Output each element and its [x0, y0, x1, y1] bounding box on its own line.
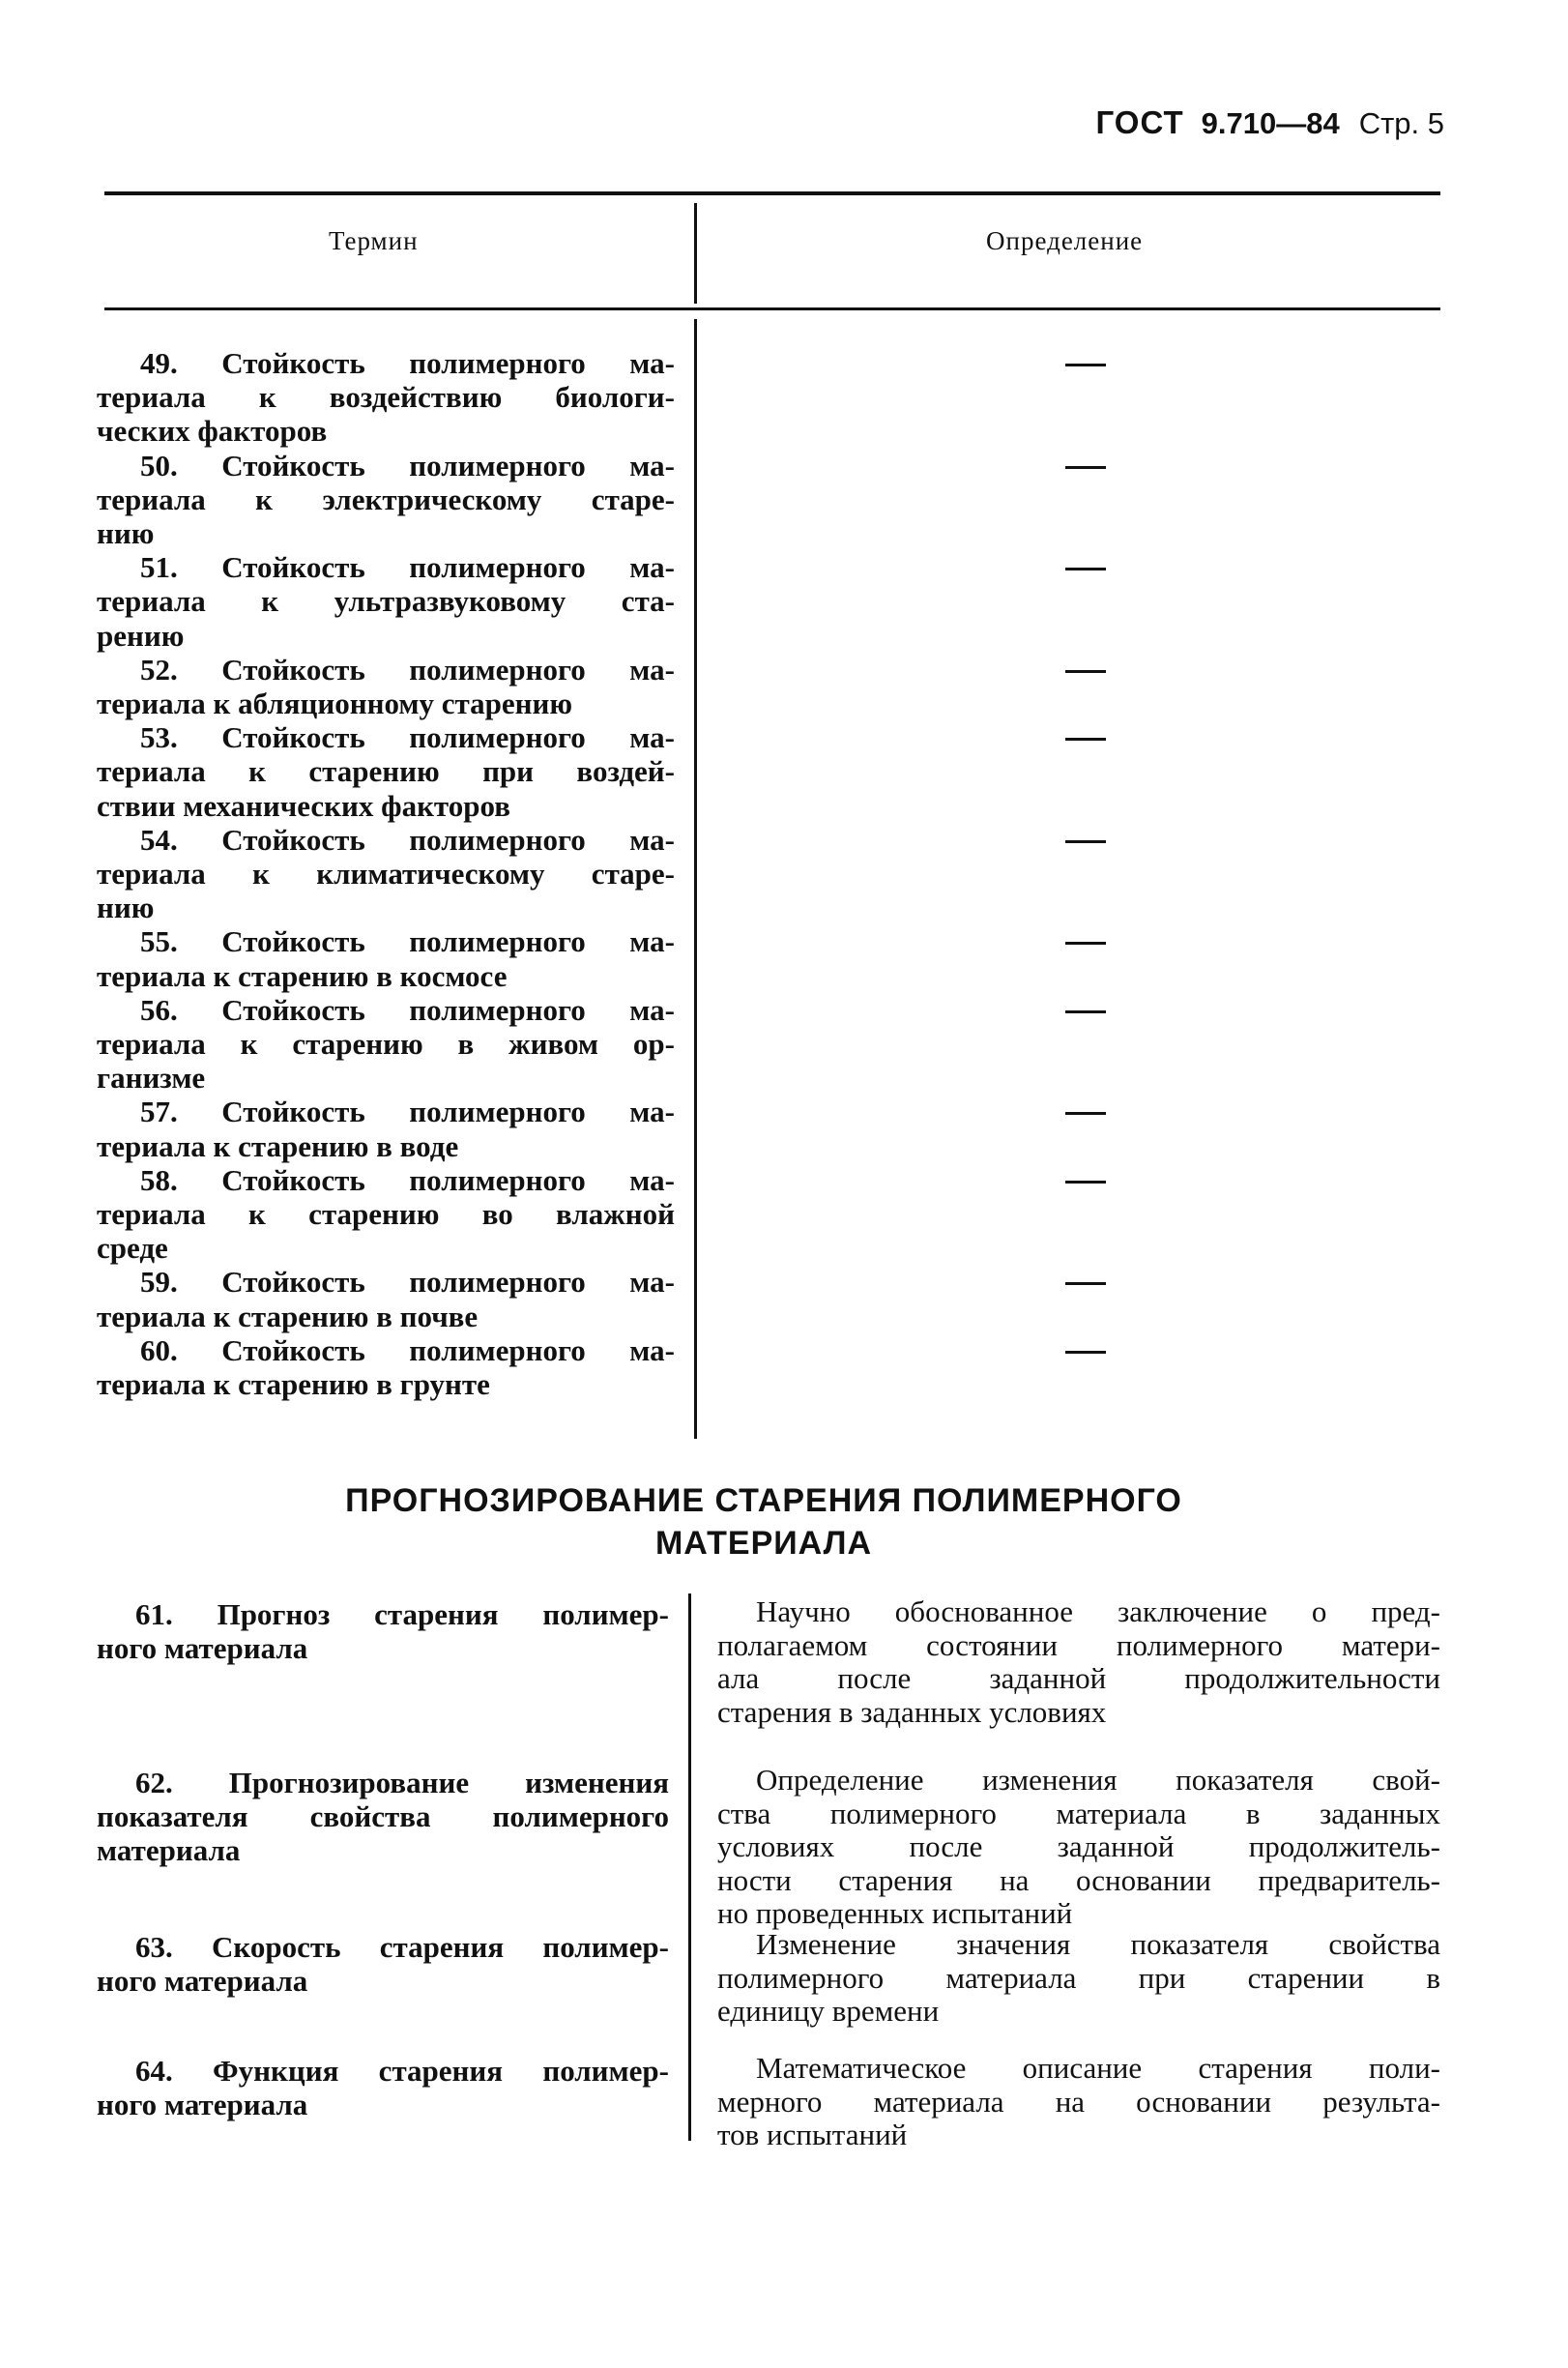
term-line: териала к абляционному старению [97, 687, 573, 721]
definition-line: Изменение значения показателя свойства [756, 1927, 1440, 1961]
term-line: ного материала [97, 2088, 308, 2121]
term-line: 50. Стойкость полимерного ма- [140, 448, 675, 482]
term-entry [97, 993, 675, 1096]
term-line: 63. Скорость старения полимер- [135, 1930, 669, 1964]
term-line: нию [97, 891, 155, 925]
definition-dash [1065, 568, 1106, 570]
term-line: ганизме [97, 1061, 206, 1096]
term-line: ческих факторов [97, 414, 328, 449]
definition-line: ности старения на основании предваритель- [717, 1862, 1440, 1897]
definition-line: Научно обоснованное заключение о пред- [756, 1594, 1440, 1628]
definition-dash [1065, 942, 1106, 945]
term-entry [97, 1930, 669, 1998]
term-entry [97, 924, 675, 992]
definition-line: полагаемом состоянии полимерного матери- [717, 1627, 1440, 1662]
term-line: 55. Стойкость полимерного ма- [140, 924, 675, 959]
term-entry [97, 1265, 675, 1332]
term-line: териала к старению во влажной [97, 1197, 675, 1232]
definition-line: Математическое описание старения поли- [756, 2051, 1440, 2085]
term-entry [97, 2054, 669, 2121]
term-line: 57. Стойкость полимерного ма- [140, 1095, 675, 1129]
definition-dash [1065, 1351, 1106, 1354]
column-header-definition: Определение [986, 226, 1144, 255]
definition-line: полимерного материала при старении в [717, 1960, 1440, 1995]
term-line: 51. Стойкость полимерного ма- [140, 550, 675, 585]
definition-line: старения в заданных условиях [717, 1694, 1107, 1729]
term-line: териала к старению при воздей- [97, 754, 675, 789]
definition-dash [1065, 840, 1106, 843]
definition-dash [1065, 1282, 1106, 1285]
term-line: 62. Прогнозирование изменения [135, 1766, 669, 1799]
term-line: териала к старению в воде [97, 1128, 459, 1163]
term-line: 49. Стойкость полимерного ма- [140, 346, 675, 380]
term-line: ного материала [97, 1964, 308, 1998]
term-line: териала к старению в грунте [97, 1367, 490, 1402]
page-header [1096, 104, 1444, 141]
definition-line: Определение изменения показателя свой- [756, 1763, 1440, 1797]
table-header-rule [104, 307, 1440, 310]
definition-line: ала после заданной продолжительности [717, 1661, 1440, 1695]
definition-line: тов испытаний [717, 2118, 908, 2151]
term-line: териала к воздействию биологи- [97, 380, 675, 415]
standard-number: 9.710—84 [1201, 106, 1340, 140]
term-entry [97, 823, 675, 925]
term-entry [97, 720, 675, 823]
term-line: 54. Стойкость полимерного ма- [140, 822, 675, 857]
body-column-divider [694, 319, 697, 1439]
term-line: нию [97, 516, 155, 551]
term-list-part1 [97, 346, 675, 1401]
term-line: материала [97, 1833, 241, 1867]
term-line: среде [97, 1231, 168, 1266]
definition-dash [1065, 364, 1106, 366]
header-column-divider [694, 203, 697, 304]
page-number: Стр. 5 [1358, 106, 1444, 140]
term-entry [97, 1333, 675, 1401]
term-entry [97, 550, 675, 653]
term-entry [97, 1766, 669, 1867]
definition-dash [1065, 738, 1106, 741]
term-line: териала к климатическому старе- [97, 857, 675, 892]
term-line: 56. Стойкость полимерного ма- [140, 992, 675, 1027]
definition-dash [1065, 1112, 1106, 1115]
definition-line: ства полимерного материала в заданных [717, 1796, 1440, 1830]
term-line: ного материала [97, 1631, 308, 1665]
definition-dash [1065, 670, 1106, 673]
term-entry [97, 449, 675, 551]
definition-dash [1065, 1181, 1106, 1184]
term-line: рению [97, 618, 185, 653]
term-line: териала к электрическому старе- [97, 482, 675, 516]
table-top-rule [104, 191, 1440, 195]
definition-line: условиях после заданной продолжитель- [717, 1829, 1440, 1863]
term-line: териала к старению в живом ор- [97, 1027, 675, 1062]
definition-line: мерного материала на основании результа- [717, 2084, 1440, 2119]
term-line: 52. Стойкость полимерного ма- [140, 652, 675, 687]
definition-entry [717, 2052, 1440, 2152]
section-title-line: МАТЕРИАЛА [654, 1525, 873, 1562]
term-entry [97, 653, 675, 720]
term-line: териала к ультразвуковому ста- [97, 584, 675, 619]
section-title [193, 1479, 1334, 1564]
term-line: териала к старению в космосе [97, 958, 508, 993]
definition-entry [717, 1764, 1440, 1931]
section-title-line: ПРОГНОЗИРОВАНИЕ СТАРЕНИЯ ПОЛИМЕРНОГО [345, 1482, 1182, 1519]
definition-entry [717, 1595, 1440, 1729]
term-entry [97, 1163, 675, 1266]
definition-dash [1065, 466, 1106, 469]
term-entry [97, 1597, 669, 1665]
term-line: ствии механических факторов [97, 788, 510, 823]
term-line: 58. Стойкость полимерного ма- [140, 1162, 675, 1197]
standard-code: ГОСТ [1095, 104, 1184, 140]
term-line: 59. Стойкость полимерного ма- [140, 1265, 675, 1300]
term-line: териала к старению в почве [97, 1299, 479, 1333]
term-line: 61. Прогноз старения полимер- [135, 1597, 669, 1631]
section-column-divider [688, 1593, 691, 2141]
column-header-term: Термин [329, 226, 419, 255]
term-line: 60. Стойкость полимерного ма- [140, 1332, 675, 1367]
term-line: 64. Функция старения полимер- [135, 2054, 669, 2088]
definition-line: единицу времени [717, 1994, 940, 2028]
term-entry [97, 1095, 675, 1162]
definition-dash [1065, 1010, 1106, 1013]
term-line: 53. Стойкость полимерного ма- [140, 720, 675, 755]
definition-line: но проведенных испытаний [717, 1896, 1073, 1930]
term-line: показателя свойства полимерного [97, 1799, 669, 1833]
term-entry [97, 346, 675, 449]
definition-entry [717, 1928, 1440, 2029]
